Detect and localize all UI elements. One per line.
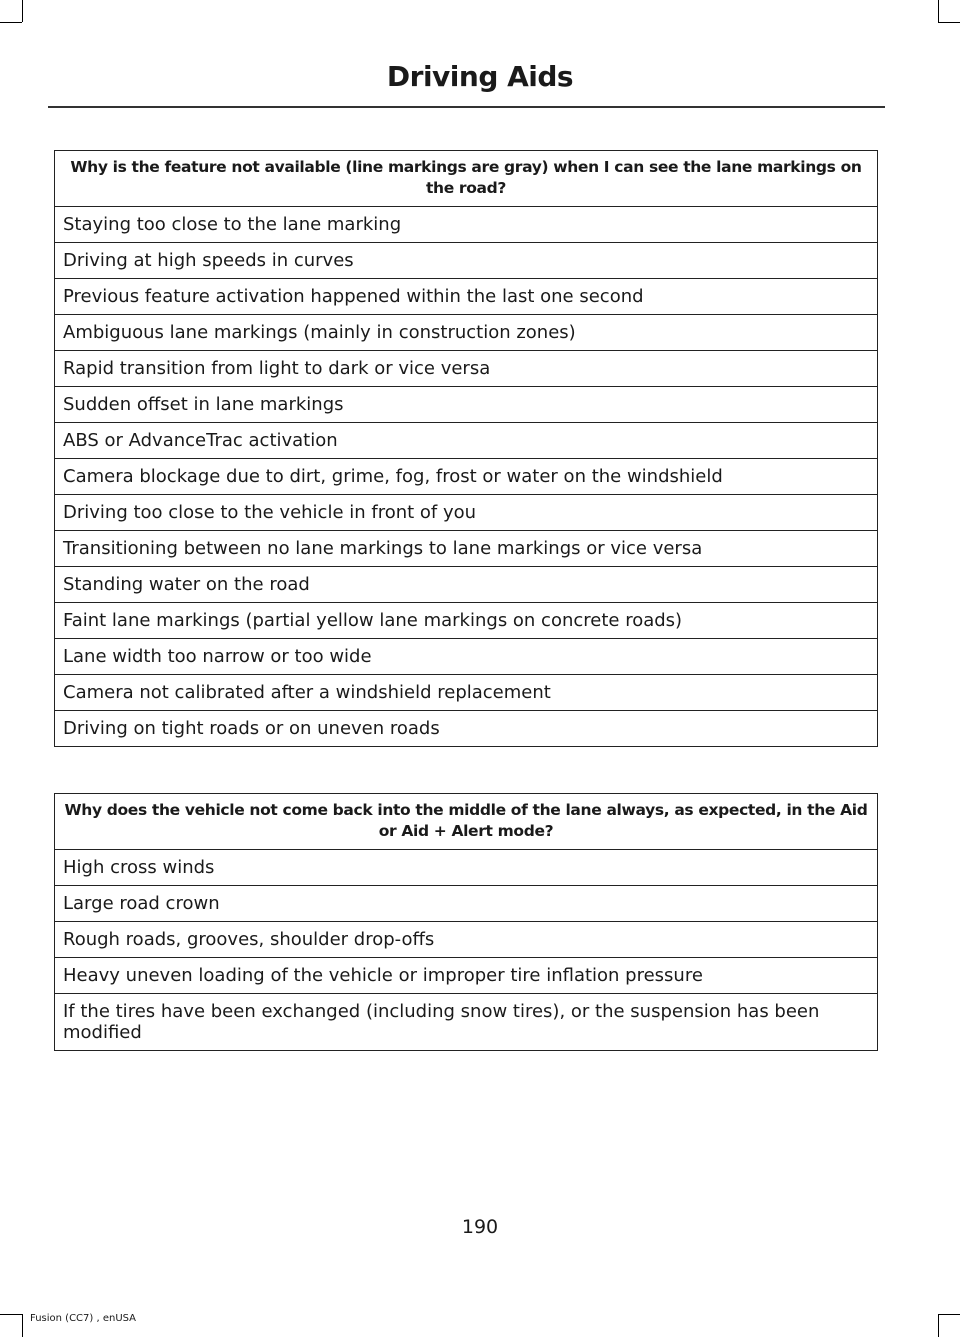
table-question: Why is the feature not available (line markings are gray) when I can see the lane markings on the road?: [55, 151, 878, 207]
table-row: Heavy uneven loading of the vehicle or improper tire inflation pressure: [55, 958, 878, 994]
table-question: Why does the vehicle not come back into the middle of the lane always, as expected, in the Aid or Aid + Alert mode?: [55, 794, 878, 850]
crop-mark: [938, 1314, 939, 1337]
page-title: Driving Aids: [386, 60, 574, 93]
crop-mark: [22, 0, 23, 22]
crop-mark: [0, 22, 22, 23]
table-row: Faint lane markings (partial yellow lane markings on concrete roads): [55, 603, 878, 639]
table-row: Driving on tight roads or on uneven roads: [55, 711, 878, 747]
table-row: Driving too close to the vehicle in front of you: [55, 495, 878, 531]
table-row: If the tires have been exchanged (including snow tires), or the suspension has been modified: [55, 994, 878, 1051]
crop-mark: [0, 1314, 22, 1315]
table-row: Lane width too narrow or too wide: [55, 639, 878, 675]
faq-table-centering: [54, 793, 878, 1051]
table-row: Driving at high speeds in curves: [55, 243, 878, 279]
edition-label: Fusion (CC7) , enUSA: [30, 1313, 137, 1324]
table-row: High cross winds: [55, 850, 878, 886]
crop-mark: [22, 1314, 23, 1337]
table-row: Standing water on the road: [55, 567, 878, 603]
header-rule: [48, 106, 885, 108]
table-row: Camera blockage due to dirt, grime, fog, frost or water on the windshield: [55, 459, 878, 495]
crop-mark: [938, 0, 939, 22]
crop-mark: [938, 1314, 960, 1315]
crop-mark: [938, 22, 960, 23]
table-row: Transitioning between no lane markings to lane markings or vice versa: [55, 531, 878, 567]
table-row: Staying too close to the lane marking: [55, 207, 878, 243]
faq-table-unavailable: [54, 150, 878, 747]
page-number: 190: [461, 1216, 499, 1238]
table-row: Sudden offset in lane markings: [55, 387, 878, 423]
table-row: Ambiguous lane markings (mainly in construction zones): [55, 315, 878, 351]
table-row: Camera not calibrated after a windshield replacement: [55, 675, 878, 711]
table-row: Rough roads, grooves, shoulder drop-offs: [55, 922, 878, 958]
table-row: ABS or AdvanceTrac activation: [55, 423, 878, 459]
table-row: Large road crown: [55, 886, 878, 922]
table-row: Rapid transition from light to dark or vice versa: [55, 351, 878, 387]
table-row: Previous feature activation happened within the last one second: [55, 279, 878, 315]
